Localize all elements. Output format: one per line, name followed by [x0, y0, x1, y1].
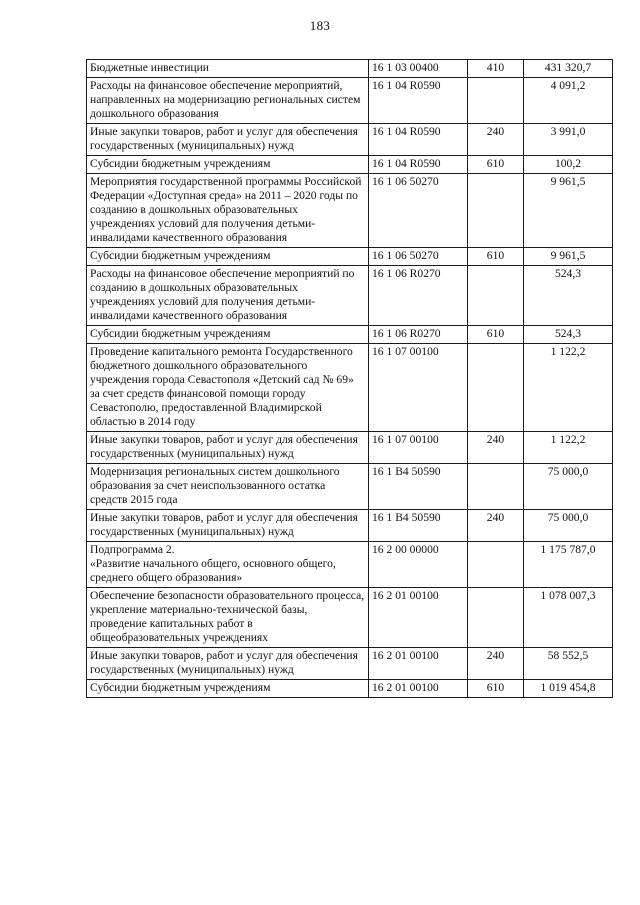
row-type-cell [468, 464, 524, 510]
table-row [87, 432, 613, 464]
row-amount-cell: 1 019 454,8 [524, 680, 613, 698]
table-row [87, 648, 613, 680]
row-name-cell: Расходы на финансовое обеспечение мероприятий, направленных на модернизацию региональных систем дошкольного образования [87, 78, 369, 124]
row-type-cell [468, 588, 524, 648]
row-code-cell: 16 1 06 R0270 [369, 266, 468, 326]
row-name-cell: Подпрограмма 2. «Развитие начального общего, основного общего, среднего общего образования» [87, 542, 369, 588]
table-row [87, 326, 613, 344]
row-code-cell: 16 1 03 00400 [369, 60, 468, 78]
row-amount-cell: 4 091,2 [524, 78, 613, 124]
table-row [87, 680, 613, 698]
row-amount-cell: 9 961,5 [524, 174, 613, 248]
table-row [87, 266, 613, 326]
budget-table [86, 59, 613, 698]
table-row [87, 344, 613, 432]
row-code-cell: 16 2 01 00100 [369, 680, 468, 698]
row-code-cell: 16 1 06 50270 [369, 248, 468, 266]
row-name-cell: Расходы на финансовое обеспечение мероприятий по созданию в дошкольных образовательных учреждениях условий для получения детьми-инвалидами качественного образования [87, 266, 369, 326]
row-code-cell: 16 1 04 R0590 [369, 156, 468, 174]
row-name-cell: Субсидии бюджетным учреждениям [87, 248, 369, 266]
table-row [87, 78, 613, 124]
row-code-cell: 16 1 07 00100 [369, 344, 468, 432]
row-amount-cell: 1 175 787,0 [524, 542, 613, 588]
row-code-cell: 16 1 04 R0590 [369, 78, 468, 124]
row-amount-cell: 100,2 [524, 156, 613, 174]
row-type-cell [468, 542, 524, 588]
table-row [87, 588, 613, 648]
page-number: 183 [309, 18, 331, 33]
row-code-cell: 16 1 06 50270 [369, 174, 468, 248]
row-name-cell: Иные закупки товаров, работ и услуг для обеспечения государственных (муниципальных) нужд [87, 510, 369, 542]
row-name-cell: Бюджетные инвестиции [87, 60, 369, 78]
row-type-cell [468, 174, 524, 248]
row-code-cell: 16 2 00 00000 [369, 542, 468, 588]
row-type-cell: 240 [468, 648, 524, 680]
row-amount-cell: 9 961,5 [524, 248, 613, 266]
row-name-cell: Мероприятия государственной программы Российской Федерации «Доступная среда» на 2011 – 2020 годы по созданию в дошкольных образовательных учреждениях условий для получения детьми-инвалидами качественного образования [87, 174, 369, 248]
table-row [87, 510, 613, 542]
row-amount-cell: 1 078 007,3 [524, 588, 613, 648]
row-name-cell: Проведение капитального ремонта Государственного бюджетного дошкольного образовательного учреждения города Севастополя «Детский сад № 69» за счет средств финансовой помощи городу Севастополю, предоставленной Владимирской областью в 2014 году [87, 344, 369, 432]
row-type-cell: 410 [468, 60, 524, 78]
table-row [87, 248, 613, 266]
row-name-cell: Иные закупки товаров, работ и услуг для обеспечения государственных (муниципальных) нужд [87, 432, 369, 464]
budget-table-body [87, 60, 613, 698]
row-code-cell: 16 1 В4 50590 [369, 464, 468, 510]
row-type-cell: 610 [468, 248, 524, 266]
row-type-cell: 610 [468, 156, 524, 174]
row-code-cell: 16 1 04 R0590 [369, 124, 468, 156]
row-name-cell: Субсидии бюджетным учреждениям [87, 326, 369, 344]
table-row [87, 124, 613, 156]
row-name-cell: Иные закупки товаров, работ и услуг для обеспечения государственных (муниципальных) нужд [87, 124, 369, 156]
row-amount-cell: 75 000,0 [524, 464, 613, 510]
table-row [87, 60, 613, 78]
table-row [87, 464, 613, 510]
row-amount-cell: 524,3 [524, 266, 613, 326]
row-amount-cell: 58 552,5 [524, 648, 613, 680]
row-amount-cell: 1 122,2 [524, 432, 613, 464]
row-type-cell: 610 [468, 680, 524, 698]
row-name-cell: Субсидии бюджетным учреждениям [87, 156, 369, 174]
table-row [87, 156, 613, 174]
row-amount-cell: 1 122,2 [524, 344, 613, 432]
row-type-cell: 240 [468, 432, 524, 464]
row-type-cell [468, 266, 524, 326]
table-row [87, 542, 613, 588]
row-type-cell: 610 [468, 326, 524, 344]
row-type-cell: 240 [468, 510, 524, 542]
row-code-cell: 16 1 06 R0270 [369, 326, 468, 344]
row-amount-cell: 3 991,0 [524, 124, 613, 156]
row-name-cell: Модернизация региональных систем дошкольного образования за счет неиспользованного остатка средств 2015 года [87, 464, 369, 510]
row-code-cell: 16 2 01 00100 [369, 588, 468, 648]
row-type-cell [468, 344, 524, 432]
row-code-cell: 16 1 07 00100 [369, 432, 468, 464]
row-amount-cell: 75 000,0 [524, 510, 613, 542]
row-name-cell: Обеспечение безопасности образовательного процесса, укрепление материально-технической базы, проведение капитальных работ в общеобразовательных учреждениях [87, 588, 369, 648]
row-code-cell: 16 2 01 00100 [369, 648, 468, 680]
row-name-cell: Иные закупки товаров, работ и услуг для обеспечения государственных (муниципальных) нужд [87, 648, 369, 680]
row-amount-cell: 431 320,7 [524, 60, 613, 78]
row-amount-cell: 524,3 [524, 326, 613, 344]
table-row [87, 174, 613, 248]
row-code-cell: 16 1 В4 50590 [369, 510, 468, 542]
row-type-cell: 240 [468, 124, 524, 156]
row-name-cell: Субсидии бюджетным учреждениям [87, 680, 369, 698]
row-type-cell [468, 78, 524, 124]
